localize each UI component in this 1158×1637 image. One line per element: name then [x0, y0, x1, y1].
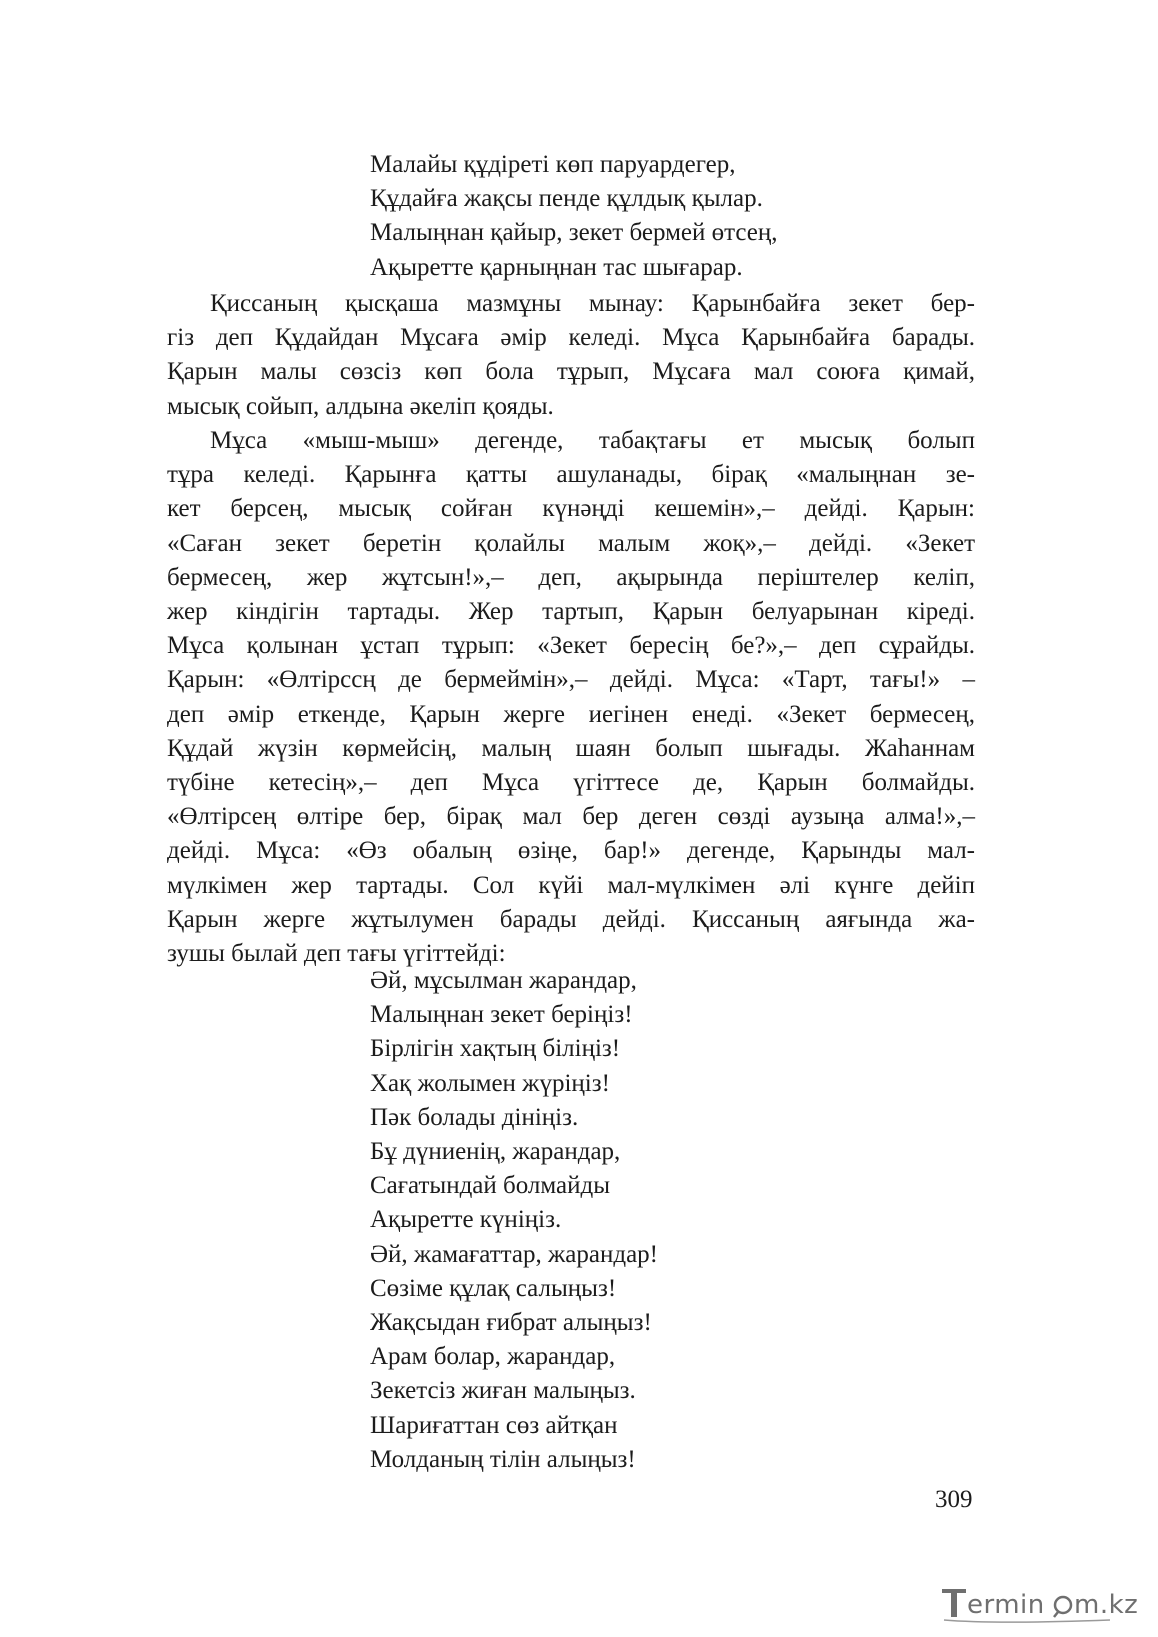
verse-line: Молданың тілін алыңыз! — [370, 1445, 636, 1473]
text-line: Мұса қолынан ұстап тұрып: «Зекет бересің бе?»,– деп сұрайды. — [167, 632, 975, 660]
text-line: деп әмір еткенде, Қарын жерге иегінен енеді. «Зекет бермесең, — [167, 700, 975, 728]
logo-magnifier-handle — [1054, 1612, 1058, 1617]
logo-underline-swoosh — [944, 1620, 1110, 1622]
text-line: Қарын: «Өлтірссң де бермеймін»,– дейді. Мұса: «Тарт, тағы!» – — [167, 666, 975, 694]
text-line: Қарын малы сөзсіз көп бола тұрып, Мұсаға мал союға қимай, — [167, 358, 975, 386]
verse-bottom — [370, 964, 658, 1477]
text-line: мүлкімен жер тартады. Сол күйі мал-мүлкімен әлі күнге дейіп — [167, 871, 975, 899]
verse-line: Ақыретте күніңіз. — [370, 1206, 562, 1234]
verse-line: Зекетсіз жиған малыңыз. — [370, 1377, 636, 1405]
verse-line: Сағатындай болмайды — [370, 1172, 611, 1200]
verse-line: Хақ жолымен жүріңіз! — [370, 1069, 610, 1097]
page-number: 309 — [935, 1486, 973, 1513]
text-line: гіз деп Құдайдан Мұсаға әмір келеді. Мұса Қарынбайға барады. — [167, 324, 975, 352]
text-line: тұра келеді. Қарынға қатты ашуланады, бірақ «малыңнан зе- — [167, 461, 975, 489]
paragraph-story — [167, 424, 975, 971]
text-line: бермесең, жер жұтсын!»,– деп, ақырында періштелер келіп, — [167, 563, 975, 591]
watermark-text-part1: ermin — [967, 1590, 1045, 1620]
verse-line: Шариғаттан сөз айтқан — [370, 1411, 618, 1439]
verse-line: Арам болар, жарандар, — [370, 1343, 616, 1371]
paragraph-summary — [167, 287, 975, 424]
logo-magnifier-icon — [1055, 1597, 1071, 1613]
text-line: «Өлтірсең өлтіре бер, бірақ мал бер деген сөзді аузыңа алма!»,– — [167, 803, 975, 831]
text-line: жер кіндігін тартады. Жер тартып, Қарын белуарынан кіреді. — [167, 598, 975, 626]
text-line: Мұса «мыш-мыш» дегенде, табақтағы ет мысық болып — [210, 427, 975, 454]
verse-line: Ақыретте қарныңнан тас шығарар. — [370, 253, 743, 281]
verse-line: Бұ дүниенің, жарандар, — [370, 1138, 621, 1166]
termincom-watermark-logo — [940, 1583, 1155, 1623]
text-line: зушы былай деп тағы үгіттейді: — [167, 940, 506, 968]
verse-line: Әй, мұсылман жарандар, — [370, 967, 637, 994]
verse-top — [370, 148, 778, 285]
text-line: түбіне кетесің»,– деп Мұса үгіттесе де, Қарын болмайды. — [167, 769, 975, 797]
watermark-text-part2: m.kz — [1074, 1590, 1139, 1620]
verse-line: Малыңнан зекет беріңіз! — [370, 1001, 633, 1029]
verse-line: Малайы құдіреті көп паруардегер, — [370, 151, 736, 178]
logo-t-glyph — [942, 1589, 966, 1617]
verse-line: Құдайға жақсы пенде құлдық қылар. — [370, 185, 763, 213]
verse-line: Бірлігін хақтың біліңіз! — [370, 1035, 621, 1063]
watermark-logo-graphic — [940, 1583, 1155, 1623]
verse-line: Малыңнан қайыр, зекет бермей өтсең, — [370, 219, 778, 247]
text-line: Қарын жерге жұтылумен барады дейді. Қиссаның аяғында жа- — [167, 905, 975, 933]
text-line: дейді. Мұса: «Өз обалың өзіңе, бар!» дегенде, Қарынды мал- — [167, 837, 975, 865]
verse-line: Жақсыдан ғибрат алыңыз! — [370, 1309, 652, 1337]
text-line: мысық сойып, алдына әкеліп қояды. — [167, 392, 554, 420]
text-line: Қиссаның қысқаша мазмұны мынау: Қарынбайға зекет бер- — [210, 290, 975, 317]
text-line: «Саған зекет беретін қолайлы малым жоқ»,– дейді. «Зекет — [167, 529, 975, 557]
verse-line: Пәк болады дініңіз. — [370, 1103, 579, 1131]
text-line: кет берсең, мысық сойған күнәңді кешемін»,– дейді. Қарын: — [167, 495, 975, 523]
text-line: Құдай жүзін көрмейсің, малың шаян болып шығады. Жаһаннам — [167, 734, 975, 762]
verse-line: Сөзіме құлақ салыңыз! — [370, 1274, 617, 1302]
verse-line: Әй, жамағаттар, жарандар! — [370, 1240, 658, 1268]
